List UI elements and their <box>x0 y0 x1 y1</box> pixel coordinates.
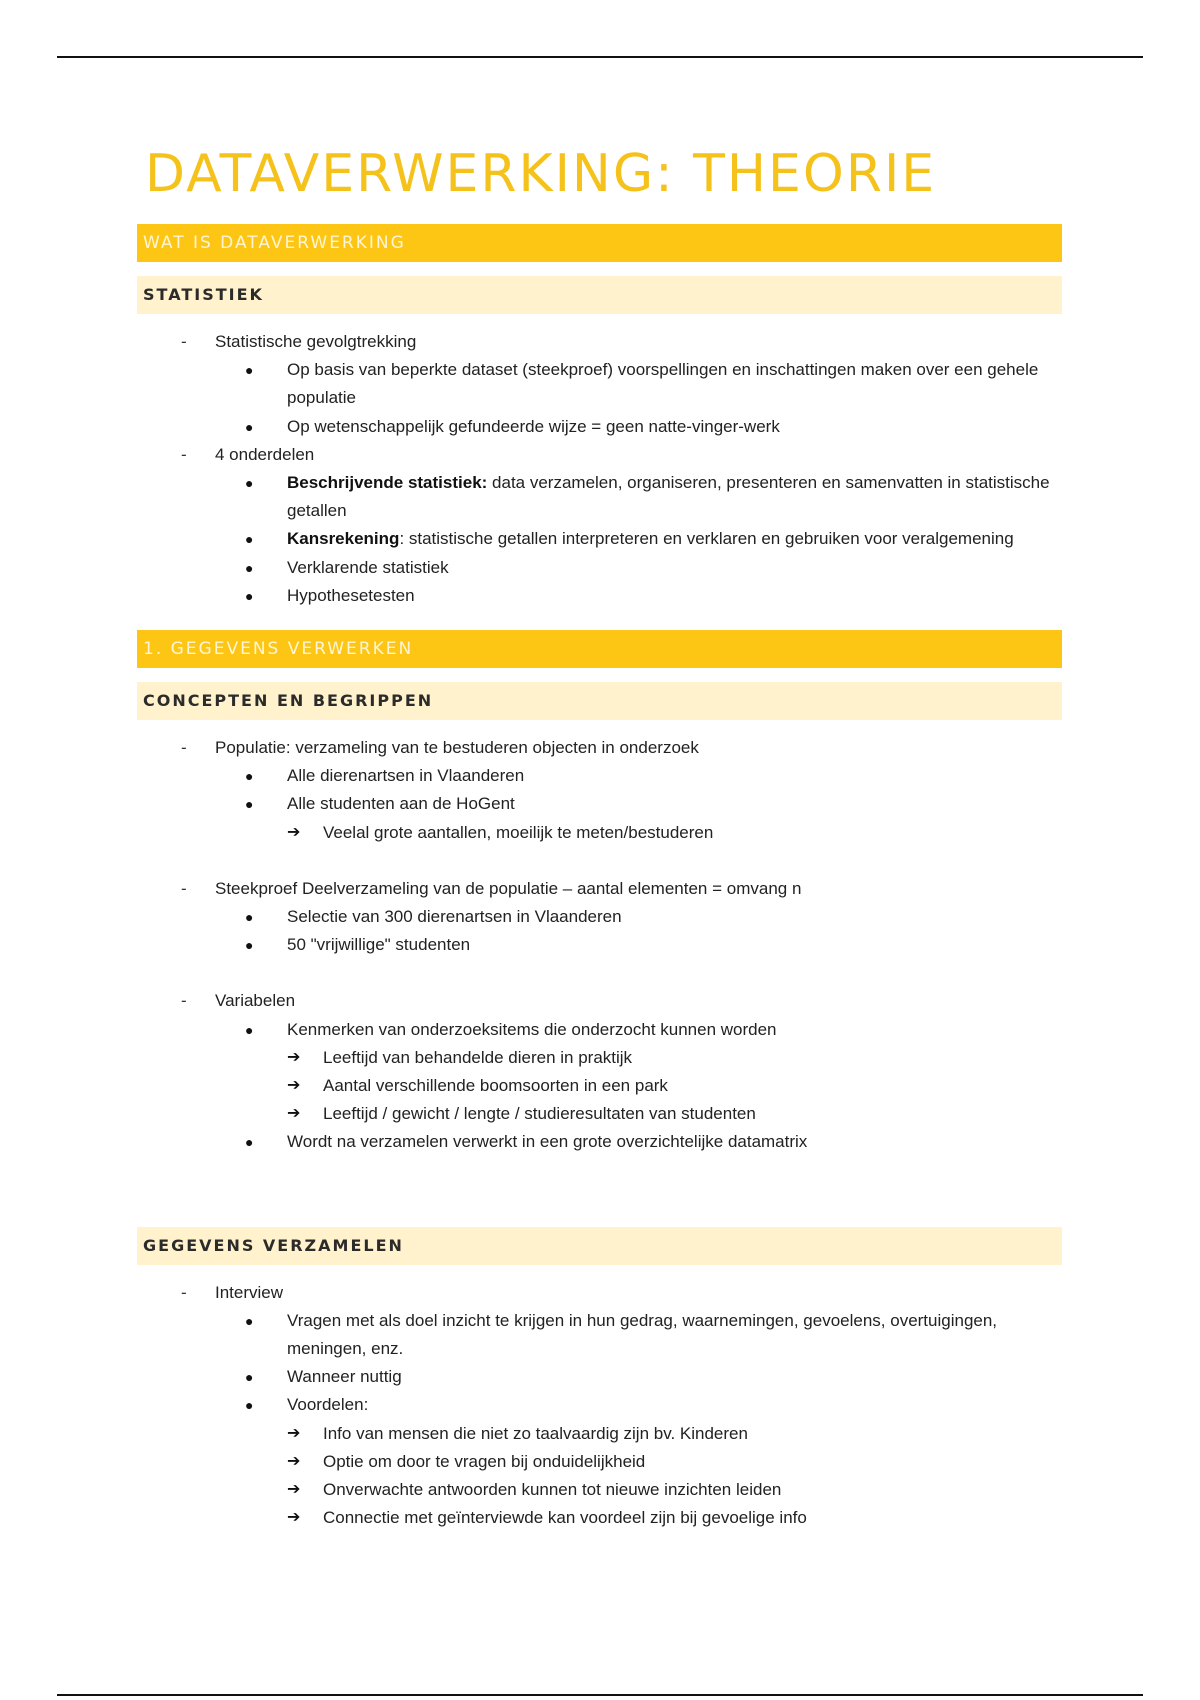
list-item <box>287 1420 1062 1448</box>
bullet-icon: ● <box>245 1312 254 1329</box>
list-item <box>287 1100 1062 1128</box>
arrow-right-icon: ➔ <box>287 1452 301 1470</box>
list-item <box>215 469 1062 525</box>
dash-marker: - <box>181 878 187 898</box>
list-item <box>287 1072 1062 1100</box>
bullet-icon: ● <box>245 559 254 576</box>
dash-marker: - <box>181 444 187 464</box>
list-item <box>137 328 1062 441</box>
list-item <box>215 1016 1062 1129</box>
list-item-text: Variabelen <box>215 991 296 1011</box>
list-item <box>215 356 1062 412</box>
list-item-text: Steekproef Deelverzameling van de populatie – aantal elementen = omvang n <box>215 878 802 898</box>
list-item-text: Verklarende statistiek <box>287 557 449 577</box>
term-bold: Kansrekening <box>287 529 400 549</box>
bullet-icon: ● <box>245 587 254 604</box>
statistiek-list <box>137 328 1062 610</box>
list-item-text: Alle dierenartsen in Vlaanderen <box>287 766 525 786</box>
list-item-text: Vragen met als doel inzicht te krijgen in hun gedrag, waarnemingen, gevoelens, overtuigingen, meningen, enz. <box>287 1310 998 1359</box>
page-content <box>137 140 1062 1533</box>
list-item-text: Kenmerken van onderzoeksitems die onderzocht kunnen worden <box>287 1019 777 1039</box>
list-item <box>215 525 1062 553</box>
list-item <box>215 554 1062 582</box>
bullet-icon: ● <box>245 362 254 379</box>
bullet-icon: ● <box>245 909 254 926</box>
list-item-text: Populatie: verzameling van te bestuderen objecten in onderzoek <box>215 738 699 758</box>
bullet-icon: ● <box>245 937 254 954</box>
list-item <box>287 1504 1062 1532</box>
dash-marker: - <box>181 738 187 758</box>
list-item-text: Aantal verschillende boomsoorten in een park <box>323 1076 668 1096</box>
list-item-text: : statistische getallen interpreteren en verklaren en gebruiken voor veralgemening <box>399 529 1014 549</box>
list-item-text: Connectie met geïnterviewde kan voordeel zijn bij gevoelige info <box>323 1508 807 1528</box>
list-item <box>287 1448 1062 1476</box>
list-item <box>215 1128 1062 1156</box>
dash-marker: - <box>181 332 187 351</box>
list-item-text: Statistische gevolgtrekking <box>215 332 417 351</box>
bullet-icon: ● <box>245 531 254 548</box>
bullet-icon: ● <box>245 475 254 492</box>
concepten-list <box>137 734 1062 1157</box>
list-item <box>215 582 1062 610</box>
list-item <box>215 931 1062 959</box>
list-item-text: 4 onderdelen <box>215 444 315 464</box>
list-item-text: Hypothesetesten <box>287 585 415 605</box>
list-item-text: Interview <box>215 1282 284 1302</box>
bullet-icon: ● <box>245 418 254 435</box>
arrow-right-icon: ➔ <box>287 1481 301 1499</box>
arrow-right-icon: ➔ <box>287 1509 301 1527</box>
bottom-rule <box>57 1694 1143 1696</box>
dash-marker: - <box>181 991 187 1011</box>
heading-gegevens-verwerken: 1. GEGEVENS VERWERKEN <box>137 630 1062 668</box>
top-rule <box>57 56 1143 58</box>
bullet-icon: ● <box>245 1397 254 1414</box>
list-item-text: 50 "vrijwillige" studenten <box>287 935 471 955</box>
list-item-text: Wanneer nuttig <box>287 1367 402 1387</box>
term-bold: Beschrijvende statistiek: <box>287 473 488 493</box>
list-item <box>215 903 1062 931</box>
list-item-text: Optie om door te vragen bij onduidelijkheid <box>323 1451 646 1471</box>
bullet-icon: ● <box>245 1369 254 1386</box>
dash-marker: - <box>181 1282 187 1302</box>
heading-wat-is-dataverwerking: WAT IS DATAVERWERKING <box>137 224 1062 262</box>
list-item-text: Leeftijd / gewicht / lengte / studieresultaten van studenten <box>323 1104 756 1124</box>
list-item-text: Voordelen: <box>287 1395 369 1415</box>
list-item <box>287 1476 1062 1504</box>
verzamelen-list <box>137 1279 1062 1533</box>
list-item-text: Selectie van 300 dierenartsen in Vlaanderen <box>287 907 622 927</box>
bullet-icon: ● <box>245 1021 254 1038</box>
list-item-text: Op basis van beperkte dataset (steekproef) voorspellingen en inschattingen maken over een gehele populatie <box>287 360 1039 408</box>
list-item <box>287 819 1062 847</box>
bullet-icon: ● <box>245 796 254 813</box>
list-item <box>137 441 1062 610</box>
bullet-icon: ● <box>245 1134 254 1151</box>
list-item-text: Leeftijd van behandelde dieren in praktijk <box>323 1047 633 1067</box>
list-item <box>215 1391 1062 1532</box>
list-item <box>137 1279 1062 1533</box>
list-item <box>215 1307 1062 1363</box>
subheading-concepten-en-begrippen: CONCEPTEN EN BEGRIPPEN <box>137 682 1062 720</box>
bullet-icon: ● <box>245 768 254 785</box>
arrow-right-icon: ➔ <box>287 1077 301 1095</box>
list-item-text: Onverwachte antwoorden kunnen tot nieuwe inzichten leiden <box>323 1480 782 1500</box>
list-item-text: Wordt na verzamelen verwerkt in een grote overzichtelijke datamatrix <box>287 1132 808 1152</box>
list-item <box>137 734 1062 847</box>
arrow-right-icon: ➔ <box>287 823 301 841</box>
list-item <box>215 413 1062 441</box>
list-item <box>287 1044 1062 1072</box>
list-item <box>215 790 1062 846</box>
list-item-text: Op wetenschappelijk gefundeerde wijze = geen natte-vinger-werk <box>287 416 780 436</box>
list-item-text: Info van mensen die niet zo taalvaardig zijn bv. Kinderen <box>323 1423 748 1443</box>
list-item-text: Veelal grote aantallen, moeilijk te meten/bestuderen <box>323 822 714 842</box>
list-item <box>215 1363 1062 1391</box>
list-item <box>137 987 1062 1156</box>
list-item <box>137 875 1062 960</box>
list-item-text: Alle studenten aan de HoGent <box>287 794 515 814</box>
arrow-right-icon: ➔ <box>287 1424 301 1442</box>
subheading-gegevens-verzamelen: GEGEVENS VERZAMELEN <box>137 1227 1062 1265</box>
arrow-right-icon: ➔ <box>287 1105 301 1123</box>
list-item <box>215 762 1062 790</box>
list-item-text: data verzamelen, organiseren, presenteren en samenvatten in statistische getallen <box>287 473 1050 521</box>
arrow-right-icon: ➔ <box>287 1048 301 1066</box>
document-title: DATAVERWERKING: THEORIE <box>145 144 937 204</box>
subheading-statistiek: STATISTIEK <box>137 276 1062 314</box>
